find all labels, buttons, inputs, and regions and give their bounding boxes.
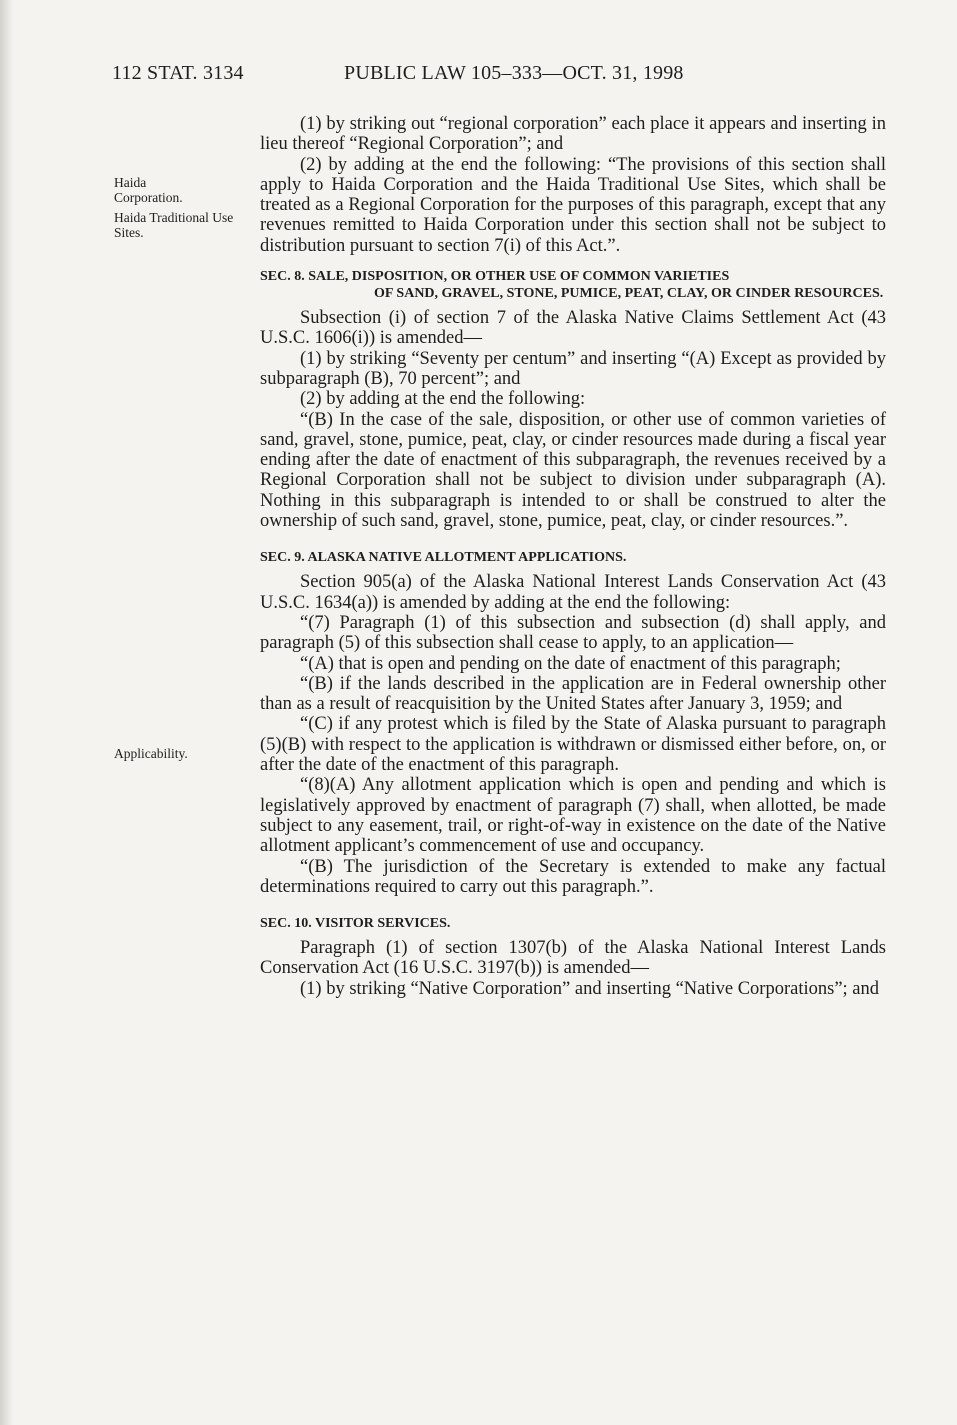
paragraph: “(C) if any protest which is filed by the State of Alaska pursuant to paragraph (5)(B) with respect to the application is withdrawn or dismissed either before, on, or after the date of the enactment of this paragraph. bbox=[260, 714, 886, 776]
statute-citation: 112 STAT. 3134 bbox=[112, 62, 244, 84]
margin-note-applicability: Applicability. bbox=[114, 746, 188, 761]
paragraph: “(B) The jurisdiction of the Secretary is extended to make any factual determinations required to carry out this paragraph.”. bbox=[260, 856, 886, 897]
document-body bbox=[260, 114, 886, 999]
paragraph: (1) by striking “Seventy per centum” and inserting “(A) Except as provided by subparagraph (B), 70 percent”; and bbox=[260, 348, 886, 389]
paragraph: “(B) In the case of the sale, disposition, or other use of common varieties of sand, gravel, stone, pumice, peat, clay, or cinder resources made during a fiscal year ending after the date of enactment of this subparagraph, the revenues received by a Regional Corporation shall not be subject to division under subparagraph (A). Nothing in this subparagraph is intended to or shall be construed to alter the ownership of such sand, gravel, stone, pumice, peat, clay, or cinder resources.”. bbox=[260, 409, 886, 532]
paragraph: (1) by striking out “regional corporation” each place it appears and inserting in lieu thereof “Regional Corporation”; and bbox=[260, 114, 886, 155]
margin-note-haida-corporation: Haida Corporation. bbox=[114, 175, 183, 205]
paragraph: Section 905(a) of the Alaska National Interest Lands Conservation Act (43 U.S.C. 1634(a)) is amended by adding at the end the following: bbox=[260, 572, 886, 613]
margin-note-haida-sites: Haida Traditional Use Sites. bbox=[114, 210, 234, 240]
paragraph: “(A) that is open and pending on the date of enactment of this paragraph; bbox=[300, 653, 841, 674]
paragraph: (1) by striking “Native Corporation” and inserting “Native Corporations”; and bbox=[300, 978, 880, 999]
paragraph: “(B) if the lands described in the application are in Federal ownership other than as a result of reacquisition by the United States after January 3, 1959; and bbox=[260, 673, 886, 715]
page-edge-shadow bbox=[0, 0, 14, 1425]
paragraph: “(7) Paragraph (1) of this subsection and subsection (d) shall apply, and paragraph (5) of this subsection shall cease to apply, to an application— bbox=[260, 612, 886, 654]
section-heading-line: OF SAND, GRAVEL, STONE, PUMICE, PEAT, CLAY, OR CINDER RESOURCES. bbox=[374, 286, 884, 302]
paragraph: Subsection (i) of section 7 of the Alaska Native Claims Settlement Act (43 U.S.C. 1606(i)) is amended— bbox=[260, 308, 886, 349]
paragraph: Paragraph (1) of section 1307(b) of the Alaska National Interest Lands Conservation Act (16 U.S.C. 3197(b)) is amended— bbox=[260, 938, 886, 979]
section-heading-8 bbox=[260, 268, 886, 302]
paragraph: “(8)(A) Any allotment application which is open and pending and which is legislatively approved by enactment of paragraph (7) shall, when allotted, be made subject to any easement, trail, or right-of-way in existence on the date of the Native allotment applicant’s commencement of use and occupancy. bbox=[260, 775, 886, 857]
section-heading-9: SEC. 9. ALASKA NATIVE ALLOTMENT APPLICATIONS. bbox=[260, 550, 627, 566]
paragraph: (2) by adding at the end the following: bbox=[300, 389, 586, 410]
section-heading-10: SEC. 10. VISITOR SERVICES. bbox=[260, 916, 451, 932]
public-law-title: PUBLIC LAW 105–333—OCT. 31, 1998 bbox=[344, 62, 684, 84]
section-heading-line: SEC. 8. SALE, DISPOSITION, OR OTHER USE OF COMMON VARIETIES bbox=[260, 269, 730, 285]
paragraph: (2) by adding at the end the following: “The provisions of this section shall apply to Haida Corporation and the Haida Traditional Use Sites, which shall be treated as a Regional Corporation for the purposes of this paragraph, except that any revenues remitted to Haida Corporation under this section shall not be subject to distribution pursuant to section 7(i) of this Act.”. bbox=[260, 154, 886, 256]
